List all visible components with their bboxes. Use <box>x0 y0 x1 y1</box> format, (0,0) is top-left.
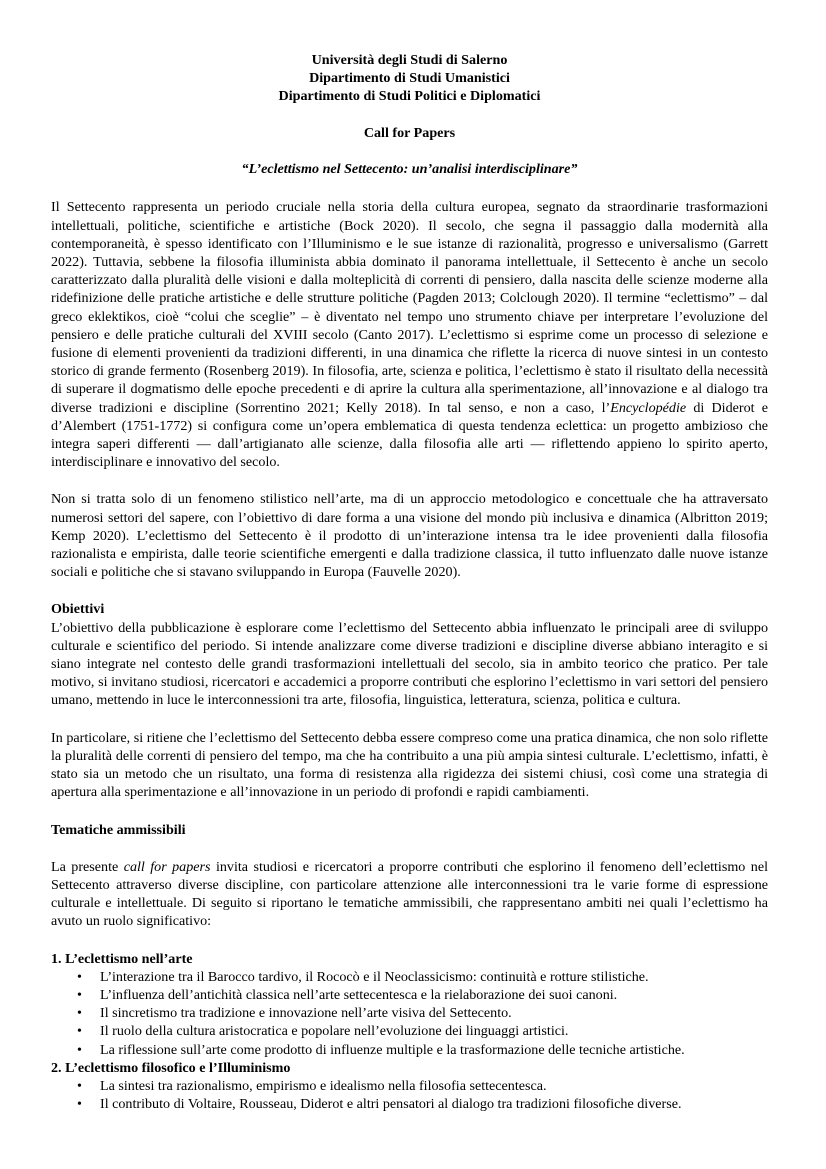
topic-section-1-list <box>51 968 768 1059</box>
bullet-icon: • <box>77 968 82 985</box>
list-item-text: Il sincretismo tra tradizione e innovazione nell’arte visiva del Settecento. <box>100 1005 512 1022</box>
institution-header <box>51 51 768 105</box>
encyclopedie-title: Encyclopédie <box>610 399 687 416</box>
list-item <box>51 986 768 1004</box>
department-2: Dipartimento di Studi Politici e Diplomatici <box>278 88 541 104</box>
topic-section-2-title: 2. L’eclettismo filosofico e l’Illuminismo <box>51 1059 291 1076</box>
bullet-icon: • <box>77 1096 82 1113</box>
list-item <box>51 968 768 986</box>
list-item <box>51 1041 768 1059</box>
list-item-text: Il ruolo della cultura aristocratica e popolare nell’evoluzione dei linguaggi artistici. <box>100 1023 569 1040</box>
list-item <box>51 1022 768 1040</box>
topic-section-2-list <box>51 1077 768 1113</box>
bullet-icon: • <box>77 986 82 1003</box>
call-for-papers-term: call for papers <box>123 858 211 875</box>
objectives-paragraph-1: L’obiettivo della pubblicazione è esplorare come l’eclettismo del Settecento abbia influenzato le principali aree di sviluppo culturale e scientifico del periodo. Si intende analizzare come diverse tradizioni e discipline diverse abbiano interagito e si siano integrate nel contesto delle grandi trasformazioni intellettuali del secolo, sia in ambito teorico che pratico. Per tale motivo, si invitano studiosi, ricercatori e accademici a proporre contributi che esplorino l’eclettismo in vari settori del pensiero umano, mettendo in luce le interconnessioni tra arte, filosofia, linguistica, letteratura, scienza, politica e cultura. <box>51 619 768 709</box>
list-item-text: L’influenza dell’antichità classica nell’arte settecentesca e la rielaborazione dei suoi canoni. <box>100 986 618 1003</box>
objectives-paragraph-2: In particolare, si ritiene che l’eclettismo del Settecento debba essere compreso come una pratica dinamica, che non solo riflette la pluralità delle correnti di pensiero del tempo, ma che ha contribuito a una più ampia sintesi culturale. L’eclettismo, infatti, è stato sia un metodo che un risultato, una forma di resistenza alla rigidezza dei sistemi chiusi, così come una strategia di apertura alla sperimentazione e all’innovazione in un periodo di profondi e rapidi cambiamenti. <box>51 729 768 801</box>
topic-section-1-title: 1. L’eclettismo nell’arte <box>51 950 193 967</box>
topics-heading: Tematiche ammissibili <box>51 821 186 838</box>
list-item <box>51 1095 768 1113</box>
document-title: Call for Papers <box>363 125 456 141</box>
list-item <box>51 1004 768 1022</box>
topics-intro-text-b: invita studiosi e ricercatori a proporre contributi che esplorino il fenomeno dell’eclettismo nel Settecento attraverso diverse discipline, con particolare attenzione alle interconnessioni tra le varie forme di espressione culturale e intellettuale. Di seguito si riportano le tematiche ammissibili, che rappresentano ambiti nei quali l’eclettismo ha avuto un ruolo significativo: <box>51 858 768 930</box>
list-item <box>51 1077 768 1095</box>
intro-paragraph-1 <box>51 198 768 471</box>
list-item-text: L’interazione tra il Barocco tardivo, il Rococò e il Neoclassicismo: continuità e rotture stilistiche. <box>100 968 649 985</box>
bullet-icon: • <box>77 1041 82 1058</box>
bullet-icon: • <box>77 1077 82 1094</box>
intro-paragraph-2: Non si tratta solo di un fenomeno stilistico nell’arte, ma di un approccio metodologico e concettuale che ha attraversato numerosi settori del sapere, con l’obiettivo di dare forma a una visione del mondo più inclusiva e dinamica (Albritton 2019; Kemp 2020). L’eclettismo del Settecento è il prodotto di un’interazione intensa tra le idee provenienti dalla filosofia razionalista e empirista, dalle teorie scientifiche emergenti e dalla tradizione classica, il tutto influenzato dalle nuove istanze sociali e politiche che si stavano sviluppando in Europa (Fauvelle 2020). <box>51 491 768 581</box>
document-subtitle: “L’eclettismo nel Settecento: un’analisi interdisciplinare” <box>241 161 578 178</box>
university-name: Università degli Studi di Salerno <box>311 52 508 68</box>
bullet-icon: • <box>77 1005 82 1022</box>
bullet-icon: • <box>77 1023 82 1040</box>
intro-p1-text-b: di Diderot e d’Alembert (1751-1772) si configura come un’opera emblematica di questa tendenza eclettica: un progetto ambizioso che integra saperi differenti — dall’artigianato alle scienze, dalla filosofia alle arti — riflettendo appieno lo spirito aperto, interdisciplinare e innovativo del secolo. <box>51 399 769 471</box>
list-item-text: La sintesi tra razionalismo, empirismo e idealismo nella filosofia settecentesca. <box>100 1077 547 1094</box>
department-1: Dipartimento di Studi Umanistici <box>309 70 510 86</box>
topics-intro-text-a: La presente <box>51 858 124 875</box>
objectives-heading: Obiettivi <box>51 601 105 618</box>
intro-p1-text-a: Il Settecento rappresenta un periodo cruciale nella storia della cultura europea, segnato da straordinarie trasformazioni intellettuali, politiche, scientifiche e artistiche (Bock 2020). Il secolo, che segna il passaggio dalla modernità alla contemporaneità, è spesso identificato con l’Illuminismo e le sue istanze di razionalità, progresso e universalismo (Garrett 2022). Tuttavia, sebbene la filosofia illuminista abbia dominato il panorama intellettuale, il Settecento è anche un secolo caratterizzato dalla pluralità delle visioni e dalla molteplicità di correnti di pensiero, dalla nascita delle scienze moderne alla ridefinizione delle pratiche artistiche e delle strutture politiche (Pagden 2013; Colclough 2020). Il termine “eclettismo” – dal greco eklektikos, cioè “colui che sceglie” – è diventato nel tempo uno strumento chiave per interpretare l’evoluzione del pensiero e delle pratiche culturali del XVIII secolo (Canto 2017). L’eclettismo si esprime come un processo di selezione e fusione di elementi provenienti da tradizioni differenti, in una dinamica che riflette la ricerca di nuove sintesi in un contesto storico di grande fermento (Rosenberg 2019). In filosofia, arte, scienza e politica, l’eclettismo è stato il risultato della necessità di superare il dogmatismo delle epoche precedenti e di aprire la cultura alla sperimentazione, all’innovazione e al dialogo tra diverse tradizioni e discipline (Sorrentino 2021; Kelly 2018). In tal senso, e non a caso, l’ <box>51 199 768 416</box>
topics-intro-paragraph <box>51 858 768 931</box>
list-item-text: La riflessione sull’arte come prodotto di influenze multiple e la trasformazione delle tecniche artistiche. <box>100 1041 685 1058</box>
list-item-text: Il contributo di Voltaire, Rousseau, Diderot e altri pensatori al dialogo tra tradizioni filosofiche diverse. <box>100 1096 682 1113</box>
